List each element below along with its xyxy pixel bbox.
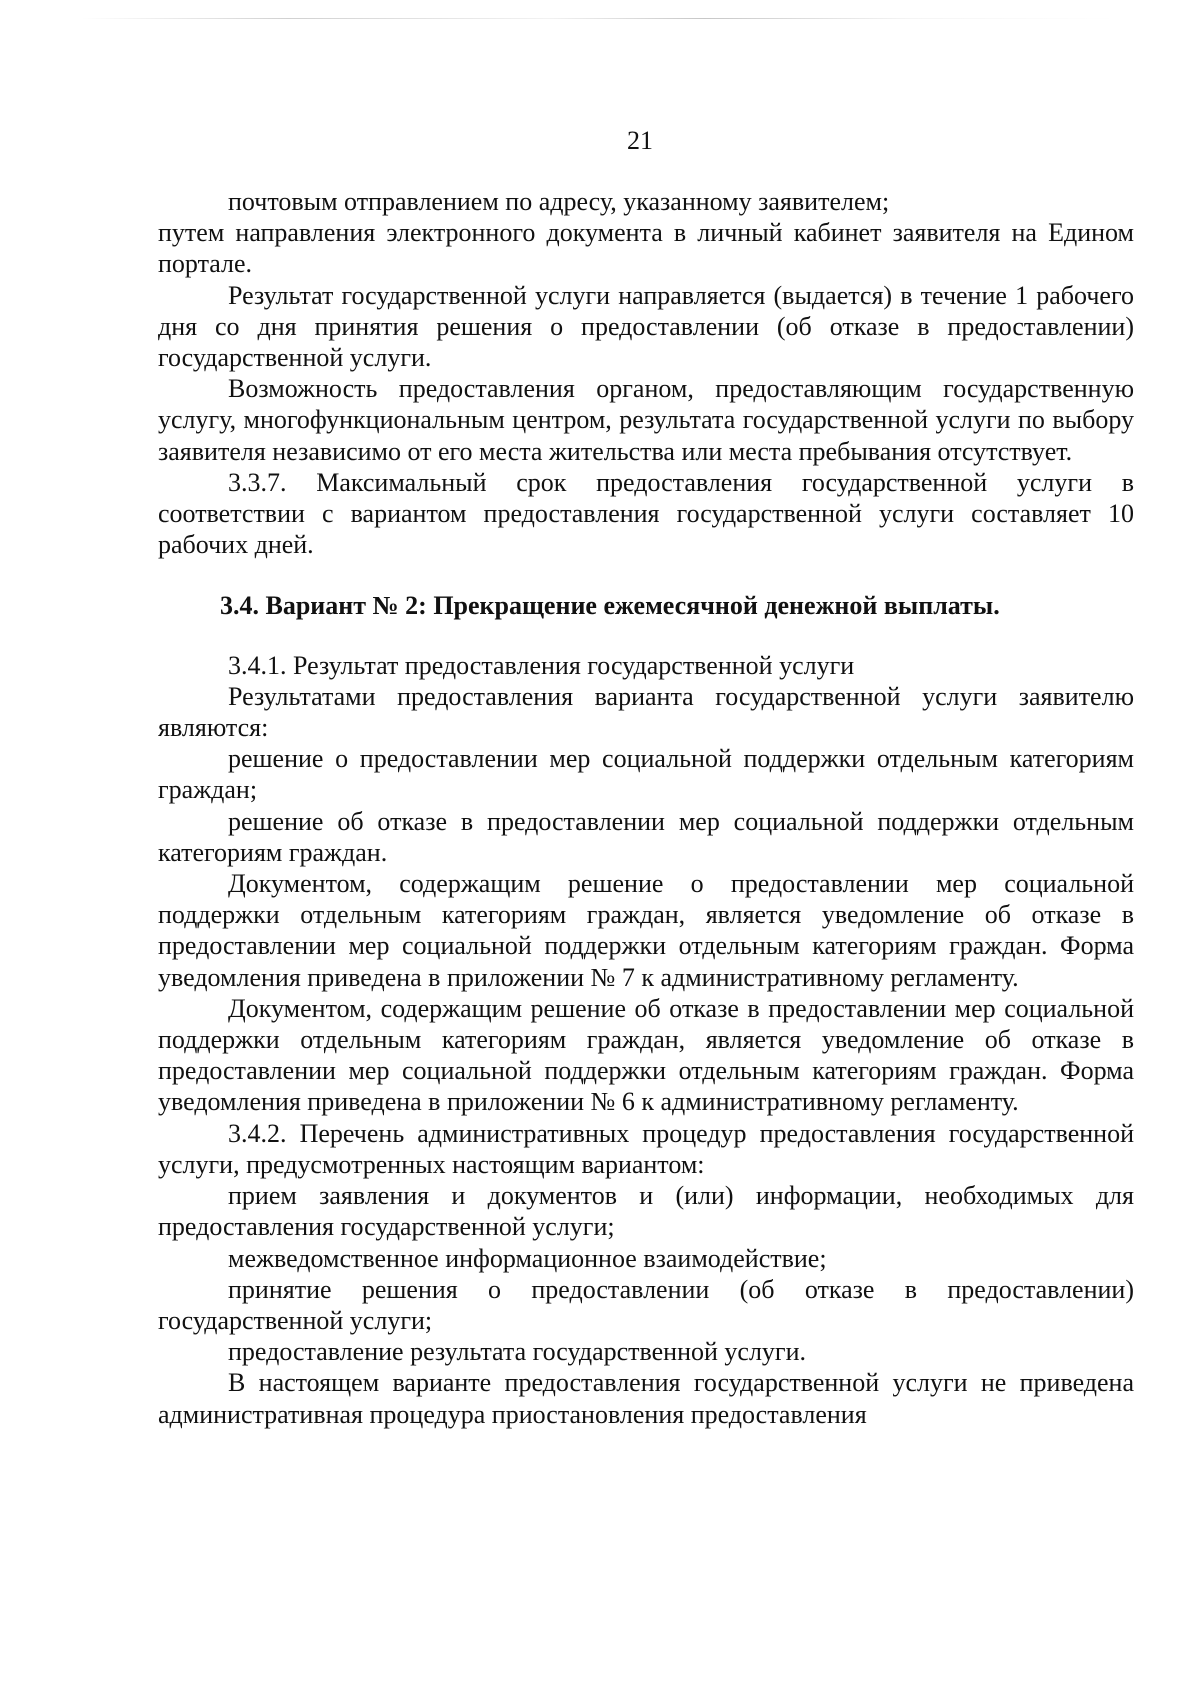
paragraph: Документом, содержащим решение о предоставлении мер социальной поддержки отдельным категориям граждан, является уведомление об отказе в предоставлении мер социальной поддержки отдельным категориям граждан. Форма уведомления приведена в приложении № 7 к административному регламенту. <box>158 869 1134 992</box>
paragraph: межведомственное информационное взаимодействие; <box>228 1243 827 1273</box>
paragraph: 3.3.7. Максимальный срок предоставления государственной услуги в соответствии с вариантом предоставления государственной услуги составляет 10 рабочих дней. <box>158 467 1134 560</box>
paragraph: предоставление результата государственной услуги. <box>228 1337 807 1367</box>
paragraph: путем направления электронного документа в личный кабинет заявителя на Едином портале. <box>158 218 1134 279</box>
section-heading: 3.4. Вариант № 2: Прекращение ежемесячной денежной выплаты. <box>220 591 1000 621</box>
scan-artifact-line <box>80 18 1120 19</box>
paragraph: 3.4.2. Перечень административных процедур предоставления государственной услуги, предусмотренных настоящим вариантом: <box>158 1118 1134 1179</box>
document-body <box>158 186 1134 1430</box>
paragraph: Возможность предоставления органом, предоставляющим государственную услугу, многофункциональным центром, результата государственной услуги по выбору заявителя независимо от его места жительства или места пребывания отсутствует. <box>158 374 1134 466</box>
paragraph: почтовым отправлением по адресу, указанному заявителем; <box>228 187 890 216</box>
paragraph: 3.4.1. Результат предоставления государственной услуги <box>228 650 855 680</box>
paragraph: решение об отказе в предоставлении мер социальной поддержки отдельным категориям граждан. <box>158 806 1134 867</box>
page-number: 21 <box>627 126 653 155</box>
paragraph: решение о предоставлении мер социальной поддержки отдельным категориям граждан; <box>158 744 1134 805</box>
paragraph: прием заявления и документов и (или) информации, необходимых для предоставления государственной услуги; <box>158 1181 1134 1242</box>
paragraph: Результат государственной услуги направляется (выдается) в течение 1 рабочего дня со дня принятия решения о предоставлении (об отказе в предоставлении) государственной услуги. <box>158 280 1134 373</box>
paragraph: принятие решения о предоставлении (об отказе в предоставлении) государственной услуги; <box>158 1274 1134 1335</box>
paragraph: В настоящем варианте предоставления государственной услуги не приведена административная процедура приостановления предоставления <box>158 1368 1134 1429</box>
paragraph: Документом, содержащим решение об отказе в предоставлении мер социальной поддержки отдельным категориям граждан, является уведомление об отказе в предоставлении мер социальной поддержки отдельным категориям граждан. Форма уведомления приведена в приложении № 6 к административному регламенту. <box>158 993 1134 1117</box>
paragraph: Результатами предоставления варианта государственной услуги заявителю являются: <box>158 681 1134 743</box>
